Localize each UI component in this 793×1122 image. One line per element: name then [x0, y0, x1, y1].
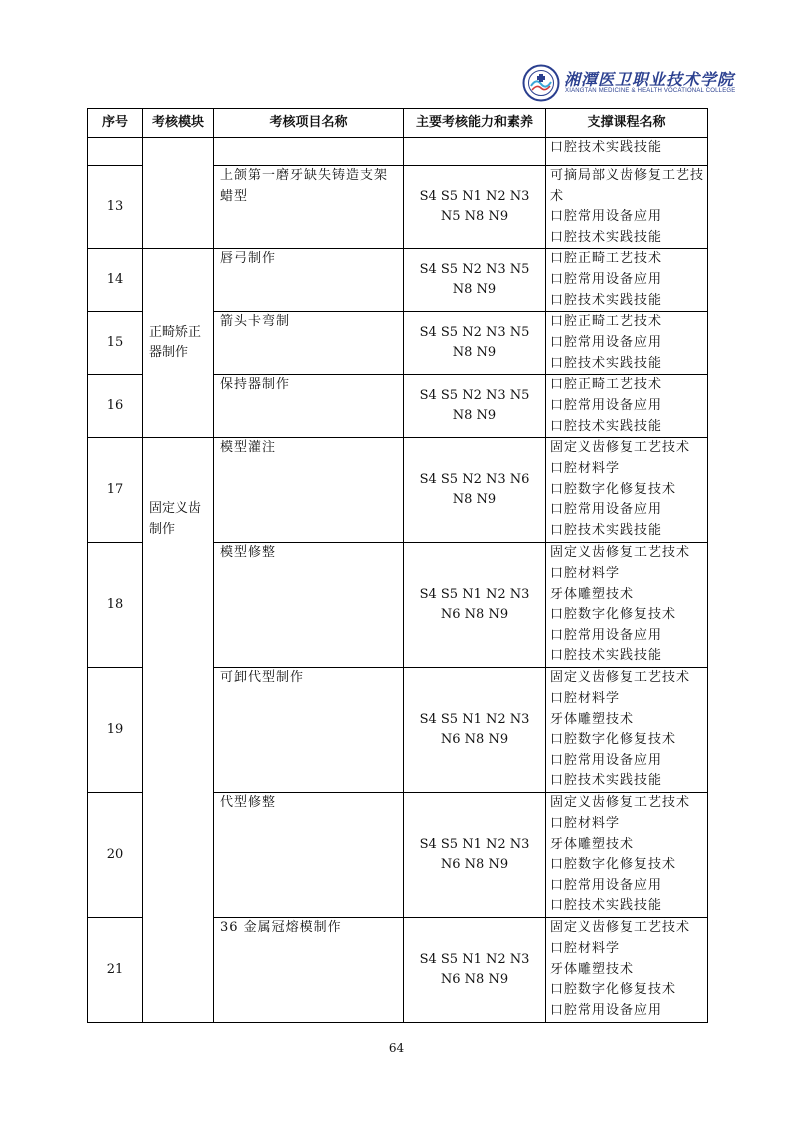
seq-cell: 15	[88, 312, 143, 375]
module-label: 固定义齿制作	[149, 501, 202, 537]
course-name: 口腔技术实践技能	[550, 229, 663, 245]
course-name: 口腔技术实践技能	[550, 140, 663, 155]
column-header: 序号	[88, 109, 143, 138]
abilities-cell: S4 S5 N1 N2 N3 N6 N8 N9	[404, 793, 546, 918]
project-cell: 代型修整	[214, 793, 404, 918]
course-name: 口腔材料学	[550, 690, 621, 706]
table-header-row	[88, 109, 708, 138]
project-cell: 唇弓制作	[214, 249, 404, 312]
project-cell	[214, 138, 404, 166]
table-row	[88, 249, 708, 312]
project-cell: 可卸代型制作	[214, 668, 404, 793]
course-name: 固定义齿修复工艺技术	[550, 440, 691, 456]
courses-cell	[546, 793, 708, 918]
module-cell	[143, 438, 214, 1023]
courses-cell	[546, 918, 708, 1023]
course-name: 口腔正畸工艺技术	[550, 377, 663, 393]
courses-cell	[546, 312, 708, 375]
course-name: 口腔常用设备应用	[550, 1002, 663, 1018]
course-name: 口腔技术实践技能	[550, 773, 663, 789]
abilities-cell: S4 S5 N2 N3 N6 N8 N9	[404, 438, 546, 543]
course-name: 口腔技术实践技能	[550, 648, 663, 664]
course-name: 口腔常用设备应用	[550, 334, 663, 350]
page-number: 64	[388, 1041, 405, 1055]
course-name: 牙体雕塑技术	[550, 586, 635, 602]
course-name: 口腔技术实践技能	[550, 292, 663, 308]
college-emblem-icon	[522, 64, 560, 102]
column-header: 主要考核能力和素养	[404, 109, 546, 138]
course-name: 口腔常用设备应用	[550, 397, 663, 413]
table-row	[88, 138, 708, 166]
seq-cell: 19	[88, 668, 143, 793]
course-name: 固定义齿修复工艺技术	[550, 795, 691, 811]
course-name: 固定义齿修复工艺技术	[550, 920, 691, 936]
course-name: 口腔常用设备应用	[550, 271, 663, 287]
course-name: 口腔常用设备应用	[550, 752, 663, 768]
seq-cell: 20	[88, 793, 143, 918]
course-name: 口腔数字化修复技术	[550, 857, 677, 873]
courses-cell	[546, 438, 708, 543]
course-name: 口腔常用设备应用	[550, 502, 663, 518]
courses-cell	[546, 166, 708, 249]
table-row	[88, 438, 708, 543]
course-name: 口腔技术实践技能	[550, 355, 663, 371]
courses-cell	[546, 138, 708, 166]
course-name: 口腔常用设备应用	[550, 209, 663, 225]
course-name: 牙体雕塑技术	[550, 961, 635, 977]
project-cell: 模型灌注	[214, 438, 404, 543]
project-cell: 保持器制作	[214, 375, 404, 438]
course-name: 口腔数字化修复技术	[550, 607, 677, 623]
course-name: 口腔材料学	[550, 815, 621, 831]
column-header: 支撑课程名称	[546, 109, 708, 138]
course-name: 牙体雕塑技术	[550, 836, 635, 852]
course-name: 口腔材料学	[550, 940, 621, 956]
seq-cell: 17	[88, 438, 143, 543]
course-name: 口腔常用设备应用	[550, 877, 663, 893]
abilities-cell: S4 S5 N1 N2 N3 N5 N8 N9	[404, 166, 546, 249]
project-cell: 箭头卡弯制	[214, 312, 404, 375]
seq-cell: 21	[88, 918, 143, 1023]
course-name: 口腔常用设备应用	[550, 627, 663, 643]
course-name: 口腔技术实践技能	[550, 418, 663, 434]
abilities-cell: S4 S5 N2 N3 N5 N8 N9	[404, 312, 546, 375]
abilities-cell: S4 S5 N1 N2 N3 N6 N8 N9	[404, 918, 546, 1023]
course-name: 口腔技术实践技能	[550, 898, 663, 914]
course-name: 口腔正畸工艺技术	[550, 314, 663, 330]
module-cell	[143, 138, 214, 249]
abilities-cell: S4 S5 N2 N3 N5 N8 N9	[404, 249, 546, 312]
seq-cell	[88, 138, 143, 166]
project-cell: 上颌第一磨牙缺失铸造支架蜡型	[214, 166, 404, 249]
course-name: 牙体雕塑技术	[550, 711, 635, 727]
course-name: 口腔数字化修复技术	[550, 982, 677, 998]
module-cell: 正畸矫正器制作	[143, 249, 214, 438]
courses-cell	[546, 249, 708, 312]
college-logo	[522, 64, 736, 104]
abilities-cell: S4 S5 N1 N2 N3 N6 N8 N9	[404, 543, 546, 668]
courses-cell	[546, 543, 708, 668]
abilities-cell	[404, 138, 546, 166]
column-header: 考核模块	[143, 109, 214, 138]
course-name: 口腔数字化修复技术	[550, 481, 677, 497]
seq-cell: 16	[88, 375, 143, 438]
assessment-table	[87, 108, 708, 1023]
school-name-en: XIANGTAN MEDICINE & HEALTH VOCATIONAL COLLEGE	[565, 88, 736, 94]
courses-cell	[546, 668, 708, 793]
course-name: 口腔正畸工艺技术	[550, 251, 663, 267]
school-name-cn: 湘潭医卫职业技术学院	[564, 70, 735, 89]
abilities-cell: S4 S5 N1 N2 N3 N6 N8 N9	[404, 668, 546, 793]
course-name: 口腔技术实践技能	[550, 522, 663, 538]
course-name: 固定义齿修复工艺技术	[550, 545, 691, 561]
seq-cell: 13	[88, 166, 143, 249]
course-name: 口腔材料学	[550, 565, 621, 581]
abilities-cell: S4 S5 N2 N3 N5 N8 N9	[404, 375, 546, 438]
column-header: 考核项目名称	[214, 109, 404, 138]
course-name: 可摘局部义齿修复工艺技术	[550, 168, 705, 204]
project-cell: 36 金属冠熔模制作	[214, 918, 404, 1023]
seq-cell: 14	[88, 249, 143, 312]
course-name: 口腔材料学	[550, 460, 621, 476]
course-name: 固定义齿修复工艺技术	[550, 670, 691, 686]
courses-cell	[546, 375, 708, 438]
course-name: 口腔数字化修复技术	[550, 732, 677, 748]
seq-cell: 18	[88, 543, 143, 668]
project-cell: 模型修整	[214, 543, 404, 668]
